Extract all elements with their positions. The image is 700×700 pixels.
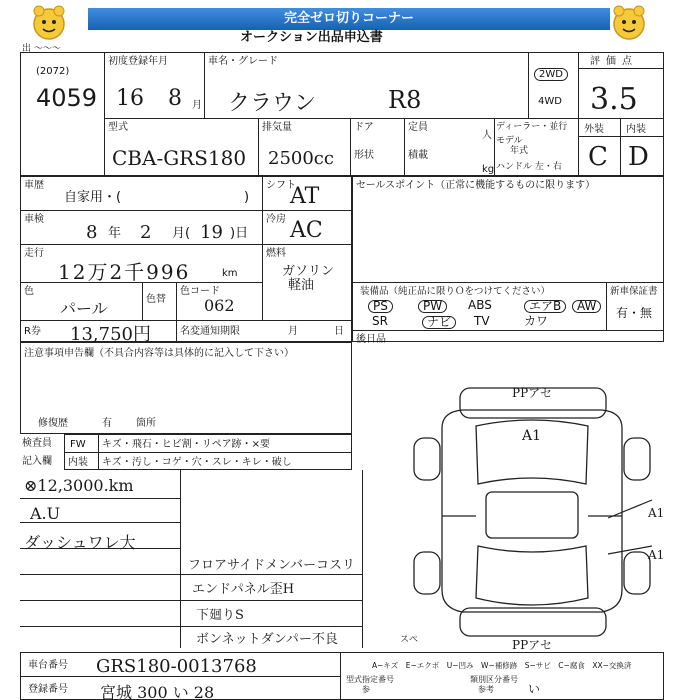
damage-note-2: エンドパネル歪H bbox=[192, 582, 295, 597]
ac-value: AC bbox=[290, 218, 323, 243]
drive-2wd: 2WD bbox=[534, 68, 568, 81]
inspection-day: 19 bbox=[200, 222, 223, 243]
history-close: ) bbox=[244, 190, 250, 205]
score-value: 3.5 bbox=[590, 82, 638, 117]
repair-label: 修復歴 bbox=[38, 418, 68, 429]
damage-note-1: フロアサイドメンバーコスリ bbox=[188, 558, 356, 573]
equip-ps: PS bbox=[368, 300, 393, 313]
new-car-label: 新車保証書 bbox=[610, 286, 658, 297]
sales-point-label: セールスポイント（正常に機能するものに限ります） bbox=[356, 180, 596, 191]
first-reg-label: 初度登録年月 bbox=[108, 56, 168, 67]
mileage-label: 走行 bbox=[24, 248, 44, 259]
diagram-side-mark-2: A1 bbox=[648, 548, 665, 562]
interior-row-label: 内装 bbox=[68, 457, 88, 468]
mileage-value: 12万2千996 bbox=[58, 260, 191, 284]
displacement-value: 2500cc bbox=[268, 148, 334, 169]
reg-extra: い bbox=[528, 682, 541, 696]
car-diagram bbox=[402, 376, 665, 648]
color-no-label: 色替 bbox=[146, 294, 166, 305]
interior-grade: D bbox=[628, 142, 649, 172]
checker-label: 検査員 bbox=[22, 438, 52, 449]
year-label: 年式 bbox=[510, 146, 529, 156]
shift-value: AT bbox=[290, 184, 320, 209]
dealer-label: ディーラー・並行 bbox=[496, 122, 568, 132]
notes-label: 注意事項申告欄（不具合内容等は具体的に記入して下さい） bbox=[24, 348, 294, 359]
mileage-unit: km bbox=[222, 268, 238, 279]
chassis-value: GRS180-0013768 bbox=[96, 656, 257, 677]
equip-airbag: エアB bbox=[524, 300, 566, 313]
reg-value: 宮城 300 い 28 bbox=[100, 683, 215, 700]
diagram-top-label: PPアセ bbox=[512, 386, 553, 400]
fuel-value: ガソリン bbox=[282, 264, 335, 279]
month-unit: 月 bbox=[192, 100, 202, 111]
recycle-label: R券 bbox=[24, 326, 41, 337]
repair-unit: 箇所 bbox=[136, 418, 156, 429]
equip-sr: SR bbox=[372, 314, 388, 328]
color-value: パール bbox=[60, 299, 108, 318]
inspection-month: 2 bbox=[140, 222, 152, 243]
color-code: 062 bbox=[204, 296, 235, 315]
exterior-label: 外装 bbox=[584, 124, 604, 135]
note-mileage: ⊗12,3000.km bbox=[24, 476, 134, 495]
equip-navi: ナビ bbox=[422, 316, 456, 329]
fuel-label: 燃料 bbox=[266, 248, 286, 259]
shift-label: シフト bbox=[266, 180, 296, 191]
recycle-value: 13,750円 bbox=[70, 324, 151, 345]
damage-legend: A−キズ E−エクボ U−凹み W−補修跡 S−サビ C−腐食 XX−交換済 bbox=[372, 661, 632, 670]
equipment-label: 装備品（純正品に限りＯをつけてください） bbox=[360, 286, 551, 297]
note-dash: ダッシュワレ大 bbox=[24, 533, 136, 552]
score-label: 評価点 bbox=[590, 56, 638, 67]
mascot-right-icon bbox=[608, 2, 650, 44]
diagram-rear-text: スペ bbox=[400, 635, 419, 645]
spec-ref-2: 参考 bbox=[478, 685, 494, 694]
first-reg-year: 16 bbox=[116, 86, 144, 111]
exterior-grade: C bbox=[588, 142, 608, 172]
grade: R8 bbox=[388, 86, 422, 114]
spec-label-2: 類別区分番号 bbox=[470, 675, 518, 684]
corner-text: 出 ～～～ bbox=[22, 44, 61, 54]
inspection-month-unit: 月( bbox=[172, 226, 191, 241]
handle-label: ハンドル 左・右 bbox=[496, 162, 562, 172]
color-code-label: 色コード bbox=[180, 286, 220, 297]
name-change-day: 日 bbox=[334, 326, 344, 337]
reg-label: 登録番号 bbox=[28, 684, 68, 695]
model-year-label: モデル bbox=[496, 136, 523, 146]
car-name-label: 車名・グレード bbox=[208, 56, 278, 67]
inspection-year: 8 bbox=[86, 222, 98, 243]
history-label: 車歴 bbox=[24, 180, 44, 191]
capacity-label: 定員 bbox=[408, 122, 428, 133]
displacement-label: 排気量 bbox=[262, 122, 292, 133]
inspection-label: 車検 bbox=[24, 214, 44, 225]
fuel-alt: 軽油 bbox=[288, 278, 315, 293]
name-change-month: 月 bbox=[288, 326, 298, 337]
after-label: 後日品 bbox=[356, 334, 386, 345]
load-label: 積載 bbox=[408, 150, 428, 161]
fw-label: FW bbox=[70, 439, 86, 450]
history-value: 自家用・( bbox=[64, 190, 122, 205]
car-name: クラウン bbox=[228, 91, 317, 116]
load-unit: kg bbox=[482, 164, 495, 175]
shape-label: 形状 bbox=[354, 150, 374, 161]
inspection-day-unit: )日 bbox=[230, 226, 249, 241]
diagram-roof-mark: A1 bbox=[522, 428, 542, 444]
equip-tv: TV bbox=[474, 314, 490, 328]
equip-leather: カワ bbox=[524, 314, 549, 328]
spec-ref-1: 参 bbox=[362, 685, 370, 694]
inspection-year-unit: 年 bbox=[108, 226, 122, 241]
damage-note-4: ボンネットダンパー不良 bbox=[196, 632, 338, 647]
form-code: (2072) bbox=[36, 66, 70, 77]
color-label: 色 bbox=[24, 286, 34, 297]
lot-number: 4059 bbox=[36, 84, 98, 112]
equip-pw: PW bbox=[418, 300, 447, 313]
fw-items: キズ・飛石・ヒビ割・リペア跡・×要 bbox=[102, 439, 270, 450]
interior-items: キズ・汚し・コゲ・穴・スレ・キレ・破し bbox=[102, 457, 292, 468]
first-reg-month: 8 bbox=[168, 86, 182, 111]
form-subtitle: オークション出品申込書 bbox=[240, 30, 383, 45]
drive-4wd: 4WD bbox=[538, 96, 562, 107]
interior-label: 内装 bbox=[626, 124, 646, 135]
mascot-left-icon bbox=[28, 2, 70, 44]
entry-label: 記入欄 bbox=[22, 456, 52, 467]
damage-note-3: 下廻りS bbox=[196, 608, 244, 623]
equip-abs: ABS bbox=[468, 298, 492, 312]
repair-value: 有 bbox=[102, 418, 112, 429]
chassis-label: 車台番号 bbox=[28, 660, 68, 671]
capacity-unit: 人 bbox=[482, 130, 492, 141]
diagram-side-mark-1: A1 bbox=[648, 506, 665, 520]
spec-label-1: 型式指定番号 bbox=[346, 675, 394, 684]
door-label: ドア bbox=[354, 122, 374, 133]
banner-title: 完全ゼロ切りコーナー bbox=[88, 8, 610, 30]
name-change-label: 名変通知期限 bbox=[180, 326, 240, 337]
diagram-bottom-label: PPアセ bbox=[512, 638, 553, 652]
model-value: CBA-GRS180 bbox=[112, 146, 247, 170]
equip-aw: AW bbox=[572, 300, 601, 313]
model-label: 型式 bbox=[108, 122, 128, 133]
yes-no-label: 有・無 bbox=[616, 306, 653, 320]
ac-label: 冷房 bbox=[266, 214, 286, 225]
note-au: A.U bbox=[30, 504, 61, 523]
